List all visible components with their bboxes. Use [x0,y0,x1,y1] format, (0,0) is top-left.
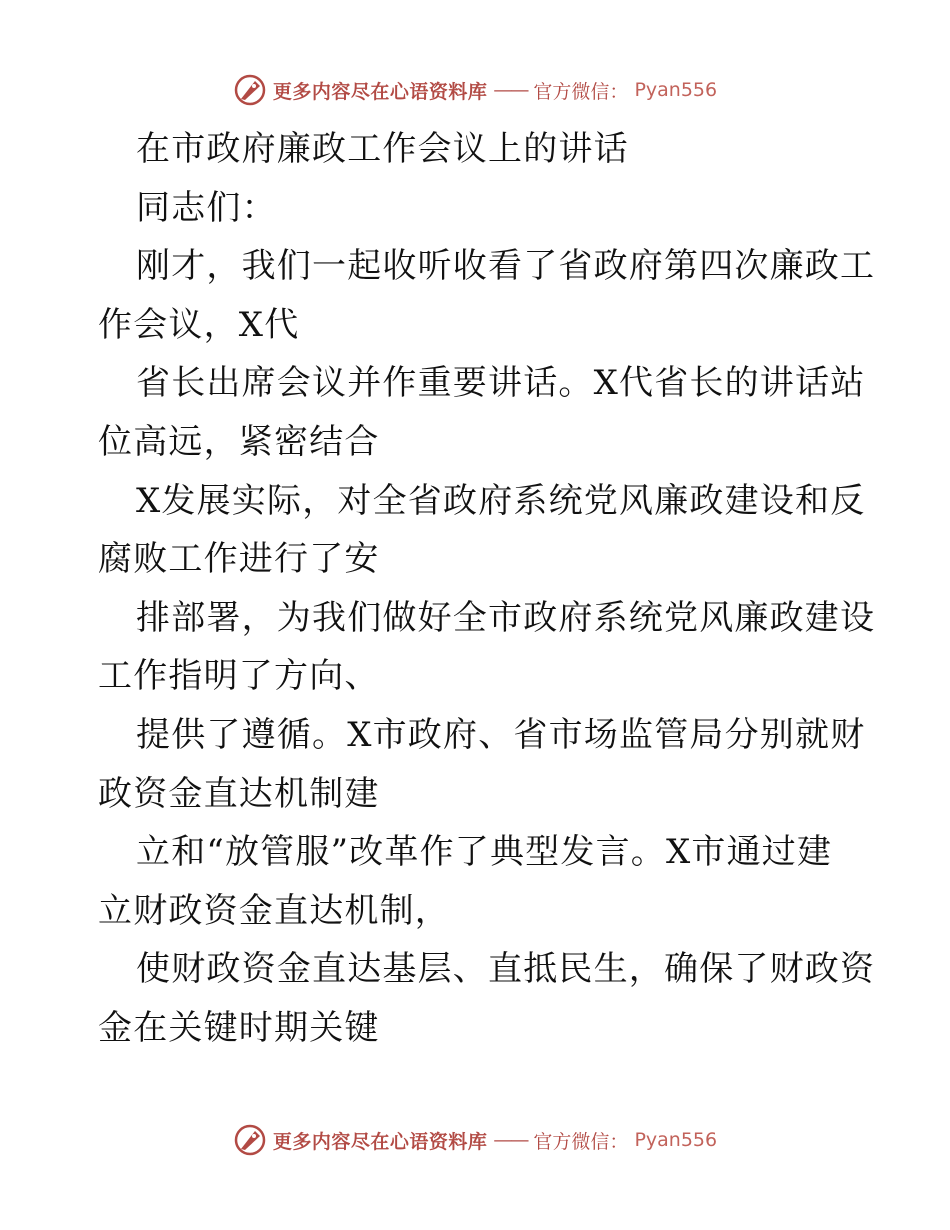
text-line: 刚才，我们一起收听收看了省政府第四次廉政工 [136,246,876,287]
text-line: 提供了遵循。X市政府、省市场监管局分别就财 [136,714,866,755]
text-line: 省长出席会议并作重要讲话。X代省长的讲话站 [136,363,866,404]
banner-text: 更多内容尽在心语资料库 [272,80,488,103]
banner-separator: —— [493,79,528,101]
text-line: 腐败工作进行了安 [98,539,380,580]
document-body [98,120,876,1058]
footer-watermark-banner [0,1120,950,1160]
salutation: 同志们： [136,187,277,228]
banner-wechat-label: 官方微信： [533,1130,629,1153]
text-line: 立财政资金直达机制， [98,890,450,931]
pen-nib-logo-icon [233,1123,267,1157]
banner-separator: —— [493,1129,528,1151]
text-line: 政资金直达机制建 [98,773,380,814]
header-watermark-banner [0,70,950,110]
pen-nib-logo-icon [233,73,267,107]
banner-wechat-label: 官方微信： [533,80,629,103]
banner-wechat-id: Pyan556 [634,79,718,101]
text-line: 排部署，为我们做好全市政府系统党风廉政建设 [136,597,876,638]
text-line: 位高远，紧密结合 [98,421,380,462]
text-line: 使财政资金直达基层、直抵民生，确保了财政资 [136,949,876,990]
banner-wechat-id: Pyan556 [634,1129,718,1151]
text-line: 立和“放管服”改革作了典型发言。X市通过建 [136,832,833,873]
text-line: 工作指明了方向、 [98,656,380,697]
text-line: X发展实际，对全省政府系统党风廉政建设和反 [136,480,866,521]
text-line: 金在关键时期关键 [98,1007,380,1048]
document-title: 在市政府廉政工作会议上的讲话 [136,129,629,169]
text-line: 作会议，X代 [98,304,300,345]
banner-text: 更多内容尽在心语资料库 [272,1130,488,1153]
